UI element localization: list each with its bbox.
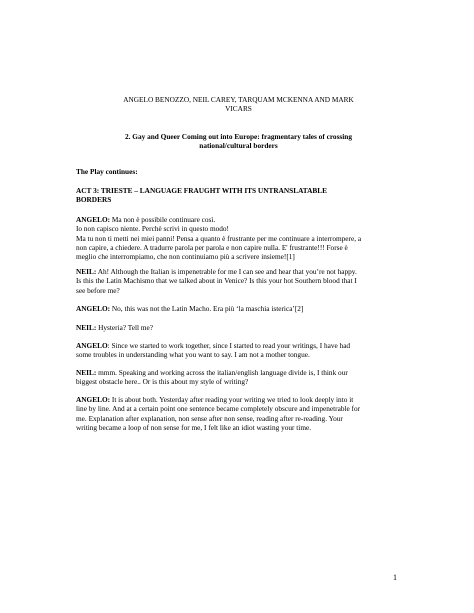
speaker-name: ANGELO:: [76, 395, 111, 404]
act-heading: [76, 186, 401, 205]
dialogue-text: No, this was not the Latin Macho. Era più ‘la maschia isterica’[2]: [110, 304, 304, 313]
intro-heading: The Play continues:: [76, 167, 138, 176]
dialogue-paragraph: [76, 368, 401, 387]
dialogue-paragraph: [76, 323, 401, 332]
dialogue-paragraph: [76, 215, 401, 261]
dialogue-text: Ma non è possibile continuare così.: [110, 215, 216, 224]
chapter-title: [76, 132, 401, 151]
dialogue-text: see before me?: [76, 285, 120, 295]
dialogue-text: Ma tu non ti metti nei miei panni! Pensa a quanto è frustrante per me continuare a interrompere, a: [76, 233, 362, 243]
dialogue-text: Hysteria? Tell me?: [96, 323, 153, 332]
chapter-title-line-2: national/cultural borders: [199, 141, 278, 151]
speaker-name: ANGELO: [76, 341, 108, 350]
dialogue-text: some troubles in understanding what you want to say. I am not a mother tongue.: [76, 350, 310, 360]
speaker-name: NEIL:: [76, 323, 97, 332]
dialogue-text: : Since we started to work together, since I started to read your writings, I have had: [107, 341, 351, 350]
dialogue-paragraph: [76, 267, 401, 295]
dialogue-text: writing became a loop of non sense for me, I felt like an idiot wasting your time.: [76, 422, 312, 432]
speaker-name: ANGELO:: [76, 215, 111, 224]
speaker-name: ANGELO:: [76, 304, 111, 313]
dialogue-text: biggest obstacle here.. Or is this about my style of writing?: [76, 377, 249, 387]
dialogue-paragraph: [76, 395, 401, 432]
dialogue-text: mmm. Speaking and working across the italian/english language divide is, I think our: [96, 368, 348, 377]
authors-line-2: VICARS: [225, 104, 252, 114]
speaker-name: NEIL:: [76, 267, 97, 276]
dialogue-paragraph: [76, 304, 401, 313]
dialogue-text: me. Explanation after explanation, non sense after non sense, reading after re-reading. Your: [76, 413, 343, 423]
dialogue-text: Io non capisco niente. Perchè scrivi in questo modo!: [76, 224, 229, 234]
dialogue-text: non capire, a chiedere. A tradurre parola per parola e non capire nulla. E' frustrante!!! Forse è: [76, 242, 348, 252]
dialogue-text: Is this the Latin Machismo that we talked about in Venice? Is this your hot Southern blood that I: [76, 276, 357, 286]
page-number: 1: [393, 573, 397, 582]
running-header: [76, 95, 401, 114]
dialogue-text: It is about both. Yesterday after reading your writing we tried to look deeply into it: [110, 395, 354, 404]
dialogue-text: meglio che interrompiamo, che non continuiamo più a scrivere insieme![1]: [76, 252, 295, 262]
act-heading-line-2: BORDERS: [76, 195, 112, 205]
dialogue-paragraph: [76, 341, 401, 360]
chapter-title-line-1: 2. Gay and Queer Coming out into Europe: fragmentary tales of crossing: [124, 132, 352, 141]
authors-line-1: ANGELO BENOZZO, NEIL CAREY, TARQUAM MCKENNA AND MARK: [123, 95, 354, 104]
dialogue-text: line by line. And at a certain point one sentence became completely obscure and impenetrable for: [76, 404, 361, 414]
act-heading-line-1: ACT 3: TRIESTE – LANGUAGE FRAUGHT WITH ITS UNTRANSLATABLE: [76, 186, 327, 195]
dialogue-text: Ah! Although the Italian is impenetrable for me I can see and hear that you’re not happy.: [96, 267, 357, 276]
speaker-name: NEIL:: [76, 368, 97, 377]
